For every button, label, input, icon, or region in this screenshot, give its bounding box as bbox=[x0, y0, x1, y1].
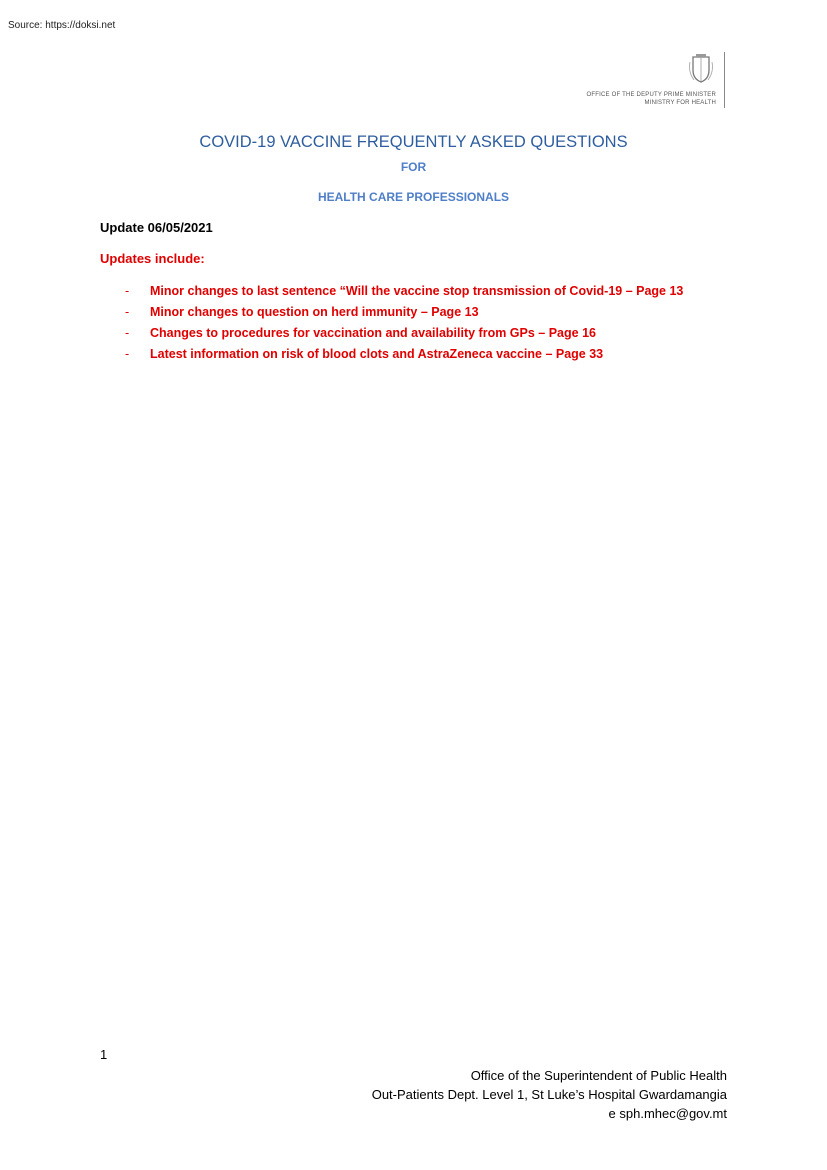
footer-address bbox=[372, 1066, 727, 1123]
update-date: Update 06/05/2021 bbox=[100, 220, 213, 235]
malta-coat-of-arms-icon bbox=[688, 54, 714, 84]
page-title: COVID-19 VACCINE FREQUENTLY ASKED QUESTIONS bbox=[199, 133, 628, 151]
source-note: Source: https://doksi.net bbox=[8, 20, 116, 31]
update-item-text: Latest information on risk of blood clots and AstraZeneca vaccine – Page 33 bbox=[150, 347, 604, 361]
update-item-text: Minor changes to question on herd immunity – Page 13 bbox=[150, 305, 479, 319]
update-item-text: Changes to procedures for vaccination and availability from GPs – Page 16 bbox=[150, 326, 596, 340]
update-item-text: Minor changes to last sentence “Will the vaccine stop transmission of Covid-19 – Page 13 bbox=[150, 284, 684, 298]
office-line-2: MINISTRY FOR HEALTH bbox=[644, 100, 716, 106]
logo-divider bbox=[724, 52, 725, 108]
title-for: FOR bbox=[400, 160, 427, 174]
bullet-dash: - bbox=[125, 284, 130, 298]
footer-email: e sph.mhec@gov.mt bbox=[608, 1106, 727, 1121]
footer-office: Office of the Superintendent of Public Health bbox=[470, 1068, 727, 1083]
office-line-1: OFFICE OF THE DEPUTY PRIME MINISTER bbox=[586, 92, 716, 98]
updates-label: Updates include: bbox=[100, 251, 205, 266]
footer-location: Out-Patients Dept. Level 1, St Luke’s Hospital Gwardamangia bbox=[371, 1087, 727, 1102]
page-number: 1 bbox=[100, 1047, 108, 1062]
bullet-dash: - bbox=[125, 326, 130, 340]
ministry-logo bbox=[560, 52, 730, 112]
title-audience: HEALTH CARE PROFESSIONALS bbox=[317, 190, 510, 204]
bullet-dash: - bbox=[125, 347, 130, 361]
bullet-dash: - bbox=[125, 305, 130, 319]
